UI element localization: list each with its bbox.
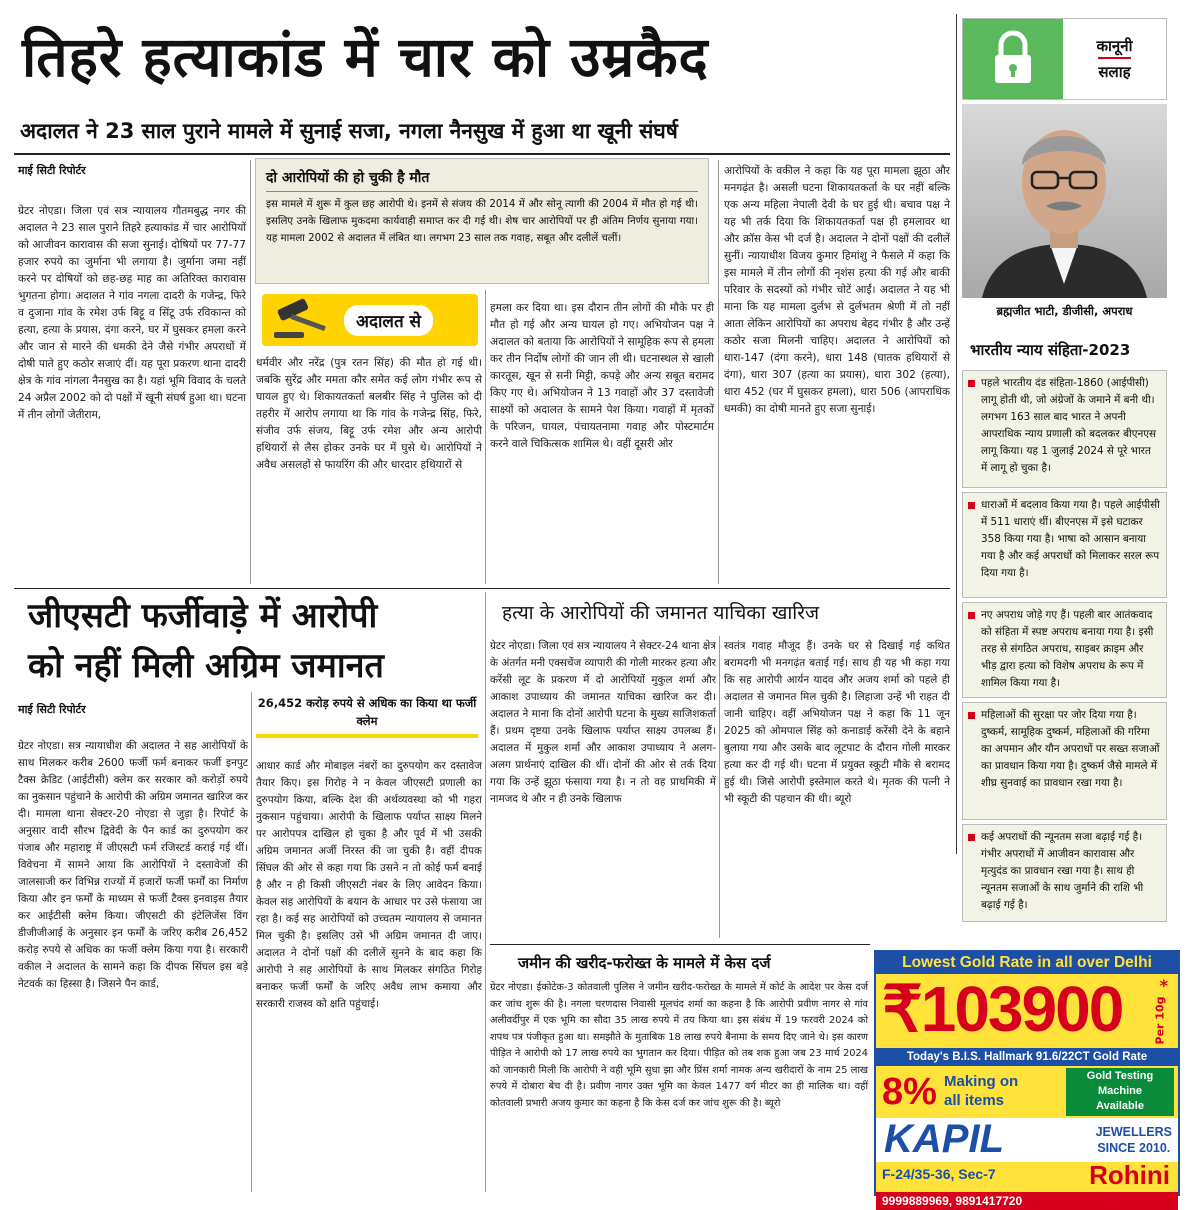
divider (14, 153, 950, 155)
bullet-item: धाराओं में बदलाव किया गया है। पहले आईपीसी में 511 धाराएं थीं। बीएनएस में इसे घटाकर 358 किया गया है। भाषा को आसान बनाया गया है और कई अपराधों को मिलाकर सरल रूप दिया गया है। (962, 492, 1167, 598)
bullet-item: कई अपराधों की न्यूनतम सजा बढ़ाई गई है। गंभीर अपराधों में आजीवन कारावास और मृत्युदंड का प्रावधान रखा गया है। साथ ही न्यूनतम सजाओं के साथ जुर्माने की राशि भी बढ़ाई गई है। (962, 824, 1167, 922)
gst-headline-line2: को नहीं मिली अग्रिम जमानत (28, 646, 384, 686)
ad-brand-sub1: JEWELLERS (1095, 1125, 1172, 1139)
ad-making-percent: 8% (882, 1071, 937, 1113)
column-divider (719, 636, 720, 938)
bail-col2: स्वतंत्र गवाह मौजूद हैं। उनके घर से दिखाई गई कथित बरामदगी भी मनगढ़ंत बताई गई। साथ ही यह भी कहा गया कि सह आरोपी आर्यन यादव और अजय शर्मा को पहले ही अदालत से जमानत मिल चुकी है। लिहाजा उन्हें भी राहत दी जानी चाहिए। वहीं अभियोजन पक्ष ने कहा कि 11 जून 2025 को ओमपाल सिंह को कनाडाई करेंसी देने के बहाने बुलाया गया और उसके बाद लूटपाट के दौरान गोली मारकर हत्या कर दी गई थी। घटना में प्रयुक्त स्कूटी मौके से बरामद हुई थी। जिसे आरोपी इस्तेमाल करते थे। मृतक की पत्नी ने भी स्कूटी की पहचान की थी। ब्यूरो (724, 640, 950, 805)
legal-tag-line2: सलाह (1098, 57, 1130, 83)
gst-kicker: 26,452 करोड़ रुपये से अधिक का किया था फर्जी क्लेम (256, 694, 478, 738)
legal-advice-header (962, 18, 1167, 100)
bullet-item: पहले भारतीय दंड संहिता-1860 (आईपीसी) लागू होती थी, जो अंग्रेजों के जमाने में बनी थी। लगभग 163 साल बाद भारत ने अपनी आपराधिक न्याय प्रणाली को बदलकर बीएनएस लागू किया। यह 1 जुलाई 2024 से पूरे भारत में लागू हो चुका है। (962, 370, 1167, 488)
ad-making-line1: Making on (944, 1073, 1019, 1090)
ad-price: ₹103900 (882, 973, 1123, 1045)
court-tag-label: अदालत से (344, 305, 433, 336)
main-story-col1: ग्रेटर नोएडा। जिला एवं सत्र न्यायालय गौतमबुद्ध नगर की अदालत ने 23 साल पुराने तिहरे हत्याकांड में चार आरोपियों को आजीवन कारावास की सजा सुनाई। दोषियों पर 77-77 हजार रुपये का जुर्माना भी लगाया है। जुर्माना जमा नहीं करने पर दोषियों को छह-छह माह का अतिरिक्त कारावास भुगतना होगा। अदालत ने गांव नगला दादरी के गजेन्द्र, फिरे व दुजाना गांव के रमेश उर्फ बिट्टू व सिंटू उर्फ रविकान्त को हत्या, हत्या के प्रयास, दंगा करने, घर में घुसकर हमला करने और जान से मारने की धमकी देने जैसे गंभीर अपराधों में दोषी पाते हुए कठोर सजाएं दीं। यह पूरा प्रकरण थाना दादरी क्षेत्र के गांव नांगला नैनसुख का है। यहां भूमि विवाद के चलते 24 अप्रैल 2002 को दो पक्षों में खूनी संघर्ष हुआ था। घटना में तीन लोगों जेतीराम, (18, 205, 246, 421)
main-subheadline: अदालत ने 23 साल पुराने मामले में सुनाई सजा, नगला नैनसुख में हुआ था खूनी संघर्ष (20, 119, 678, 143)
bullet-item: नए अपराध जोड़े गए हैं। पहली बार आतंकवाद को संहिता में स्पष्ट अपराध बनाया गया है। इसी तरह से संगठित अपराध, साइबर क्राइम और भीड़ द्वारा हत्या को विशेष अपराध के रूप में शामिल किया गया है। (962, 602, 1167, 698)
gst-headline-line1: जीएसटी फर्जीवाड़े में आरोपी (28, 596, 378, 636)
main-story-col2: धर्मवीर और नरेंद्र (पुत्र रतन सिंह) की मौत हो गई थी। जबकि सुरेंद्र और ममता कौर समेत कई लोग गंभीर रूप से घायल हुए थे। शिकायतकर्ता बलबीर सिंह ने पुलिस को दी तहरीर में आरोप लगाया था कि गांव के गजेन्द्र सिंह, फिरे, संजीव उर्फ संजय, बिट्टू उर्फ रमेश और अन्य आरोपी हथियारों से लैस होकर उनके घर में घुसे थे। आरोपियों ने अवैध असलहों से फायरिंग की और धारदार हथियारों से (256, 357, 482, 471)
ad-brand: KAPIL (884, 1117, 1004, 1161)
land-headline: जमीन की खरीद-फरोख्त के मामले में केस दर्ज (518, 954, 771, 972)
ad-testing-line1: Gold Testing (1086, 1070, 1154, 1082)
ad-testing-line2: Machine (1097, 1085, 1142, 1097)
bullet-item: महिलाओं की सुरक्षा पर जोर दिया गया है। दुष्कर्म, सामूहिक दुष्कर्म, महिलाओं की गरिमा का अपमान और यौन अपराधों पर सख्त सजाओं का प्रावधान किया गया है। दुष्कर्म जैसे मामले में शीघ्र सुनवाई का प्रावधान रखा गया है। (962, 702, 1167, 820)
gst-col2: आधार कार्ड और मोबाइल नंबरों का दुरुपयोग कर दस्तावेज तैयार किए। इस गिरोह ने न केवल जीएसटी प्रणाली का दुरुपयोग किया, बल्कि देश की अर्थव्यवस्था को भी गहरा नुकसान पहुंचाया। आरोपी के खिलाफ पर्याप्त साक्ष्य मिलने पर आरोपपत्र दाखिल हो चुका है और पूर्व में भी उसकी अग्रिम जमानत अर्जी निरस्त की जा चुकी है। वहीं दीपक सिंघल की ओर से कहा गया कि उसने न तो कोई फर्म बनाई है और न ही किसी जीएसटी नंबर के लिए आवेदन किया। केवल सह आरोपियों के बयान के आधार पर उसे फंसाया जा रहा है। कई सह आरोपियों को उच्चतम न्यायालय से जमानत मिल चुकी है। इसलिए उसे भी अग्रिम जमानत दी जाए। अदालत ने दोनों पक्षों की दलीलें सुनने के बाद कहा कि आरोपी ने सह आरोपियों के साथ मिलकर संगठित गिरोह बनाकर फर्जी फर्मों के जरिए अवैध लाभ कमाया और सरकारी राजस्व को क्षति पहुंचाई। (256, 760, 482, 1010)
court-tag (262, 294, 478, 346)
gst-col1: ग्रेटर नोएडा। सत्र न्यायाधीश की अदालत ने सह आरोपियों के साथ मिलकर करीब 2600 फर्जी फर्म बनाकर फर्जी इनपुट टैक्स क्रेडिट (आईटीसी) क्लेम कर सरकार को करोड़ों रुपये का नुकसान पहुंचाने के आरोपी की अग्रिम जमानत खारिज कर दी। मामला थाना सेक्टर-20 नोएडा से जुड़ा है। रिपोर्ट के अनुसार वादी सौरभ द्विवेदी के पैन कार्ड का दुरुपयोग कर पंजाब और महाराष्ट्र में जीएसटी फर्म रजिस्टर्ड कराई गई थीं। विवेचना में सामने आया कि आरोपियों ने दस्तावेजों की जालसाजी कर विभिन्न राज्यों में हजारों फर्जी फर्मों का निर्माण किया और इन फर्मों के माध्यम से फर्जी टैक्स इनवाइस तैयार कर आईटीसी क्लेम किया। जीएसटी की इंटेलिजेंस विंग डीजीजीआई के अनुसार इन फर्मों के जरिए करीब 26,452 करोड़ रुपये से अधिक का फर्जी क्लेम किया गया है। सरकारी वकील ने अदालत के सामने कहा कि दीपक सिंघल इस बड़े नेटवर्क का हिस्सा है। जिसने पैन कार्ड, (18, 740, 248, 990)
info-box-text: इस मामले में शुरू में कुल छह आरोपी थे। इनमें से संजय की 2014 में और सोनू त्यागी की 2004 में मौत हो गई थी। इसलिए उनके खिलाफ मुकदमा कार्यवाही समाप्त कर दी गई थी। शेष चार आरोपियों पर ही अंतिम निर्णय सुनाया गया। यह मामला 2002 से अदालत में लंबित था। लगभग 23 साल तक गवाह, सबूत और दलीलें चलीं। (266, 199, 698, 244)
ad-address: F-24/35-36, Sec-7 (882, 1166, 996, 1182)
info-box (255, 158, 709, 284)
divider (490, 944, 870, 945)
main-story-col4: आरोपियों के वकील ने कहा कि यह पूरा मामला झूठा और मनगढ़ंत है। असली घटना शिकायतकर्ता के घर नहीं बल्कि एक अन्य महिला नेपाली देवी के घर हुई थी। बचाव पक्ष ने यह भी तर्क दिया कि शिकायतकर्ता पक्ष ही हमलावर था और क्रॉस केस भी दर्ज है। अदालत ने दोनों पक्षों की दलीलें सुनीं। न्यायाधीश विजय कुमार हिमांशु ने फैसले में कहा कि इस मामले में तीन लोगों की नृशंस हत्या की गई और बाकी परिवार के सदस्यों को गंभीर चोटें आईं। अदालत ने यह भी माना कि यह मामला दुर्लभ से दुर्लभतम श्रेणी में तो नहीं आता लेकिन आरोपियों का अपराध बेहद गंभीर है और उन्हें कठोर सजा मिलनी चाहिए। अदालत ने आरोपियों को धारा-147 (दंगा करने), धारा 148 (घातक हथियारों से दंगा), धारा 307 (हत्या का प्रयास), धारा 302 (हत्या), धारा 452 (घर में घुसकर हमला), धारा 506 (आपराधिक धमकी) का दोषी मानते हुए सजा सुनाई। (724, 165, 950, 415)
byline: माई सिटी रिपोर्टर (18, 164, 86, 177)
column-divider (718, 160, 719, 584)
ad-making-line2: all items (944, 1092, 1005, 1109)
person-caption: ब्रह्मजीत भाटी, डीजीसी, अपराध (996, 304, 1133, 318)
main-headline: तिहरे हत्याकांड में चार को उम्रकैद (22, 25, 709, 89)
section-title: भारतीय न्याय संहिता-2023 (970, 341, 1131, 359)
land-text: ग्रेटर नोएडा। ईकोटेक-3 कोतवाली पुलिस ने जमीन खरीद-फरोख्त के मामले में कोर्ट के आदेश पर केस दर्ज कर जांच शुरू की है। नगला चरणदास निवासी मूलचंद शर्मा का कहना है कि आरोपी प्रवीण नागर से गांव अलीवर्दीपुर में एक भूमि का सौदा 35 लाख रुपये में तय किया था। इस संबंध में 19 फरवरी 2024 को शपथ पत्र पंजीकृत हुआ था। समझौते के मुताबिक 18 लाख रुपये बैनामा के समय दिए जाने थे। इस कारण पीड़ित ने आरोपी को 17 लाख रुपये का भुगतान कर दिया। पीड़ित को तब शक हुआ जब 23 मार्च 2024 को जानकारी मिली कि आरोपी ने वही भूमि सुधा झा और प्रिंस शर्मा नामक अन्य खरीदारों के नाम 25 लाख रुपये में दोबारा बेच दी है। प्रवीण नागर उक्त भूमि का केवल 1477 वर्ग मीटर का ही मालिक था। वहीं कोतवाली प्रभारी अजय कुमार का कहना है कि केस दर्ज कर जांच शुरू की है। ब्यूरो (490, 982, 868, 1109)
bail-col1: ग्रेटर नोएडा। जिला एवं सत्र न्यायालय ने सेक्टर-24 थाना क्षेत्र के अंतर्गत मनी एक्सचेंज व्यापारी की गोली मारकर हत्या और करेंसी लूट के प्रकरण में दो आरोपियों मुकुल शर्मा और आकाश उपाध्याय की जमानत याचिका खारिज कर दी। अदालत ने माना कि दोनों आरोपी घटना के मुख्य साजिशकर्ता हैं। प्रथम दृष्टया उनके खिलाफ पर्याप्त साक्ष्य उपलब्ध हैं। अदालत में मुकुल शर्मा और आकाश उपाध्याय ने अलग-अलग प्रार्थनाएं दाखिल की थीं। दोनों की ओर से तर्क दिया गया कि उन्हें झूठा फंसाया गया है। न तो वह प्राथमिकी में नामजद थे और न ही उनके खिलाफ (490, 640, 716, 805)
person-photo (962, 104, 1167, 298)
gavel-icon (272, 300, 334, 340)
ad-brand-sub2: SINCE 2010. (1097, 1141, 1171, 1155)
legal-tag-line1: कानूनी (1096, 37, 1133, 55)
bail-headline: हत्या के आरोपियों की जमानत याचिका खारिज (502, 602, 820, 624)
main-story-col3: हमला कर दिया था। इस दौरान तीन लोगों की मौके पर ही मौत हो गई और अन्य घायल हो गए। अभियोजन पक्ष ने अदालत को बताया कि आरोपियों ने सामूहिक रूप से हमला कर तीन निर्दोष लोगों की जान ली थी। घटनास्थल से खाली कारतूस, खून से सनी मिट्टी, कपड़े और अन्य सबूत बरामद किए गए थे। अभियोजन ने 13 गवाहों और 37 दस्तावेजी साक्ष्यों को अदालत के सामने पेश किया। गवाहों में मृतकों के परिजन, घायल, पंचायतनामा गवाह और पोस्टमार्टम करने वाले चिकित्सक शामिल थे। वहीं दूसरी ओर (490, 302, 714, 450)
info-box-title: दो आरोपियों की हो चुकी है मौत (266, 165, 698, 192)
ad-hallmark: Today's B.I.S. Hallmark 91.6/22CT Gold Rate (876, 1048, 1178, 1066)
column-divider (485, 290, 486, 584)
divider (14, 588, 950, 589)
lock-icon (963, 19, 1063, 99)
ad-testing-line3: Available (1096, 1100, 1144, 1112)
byline: माई सिटी रिपोर्टर (18, 703, 86, 716)
ad-unit: Per 10g (1153, 996, 1167, 1045)
jeweller-ad (874, 950, 1180, 1208)
ad-city: Rohini (1089, 1160, 1170, 1190)
sidebar-divider (956, 14, 957, 854)
ad-phones: 9999889969, 9891417720 (876, 1192, 1178, 1210)
ad-star: * (1159, 976, 1168, 995)
column-divider (251, 692, 252, 1192)
ad-top-line: Lowest Gold Rate in all over Delhi (876, 952, 1178, 974)
column-divider (250, 160, 251, 584)
column-divider (485, 592, 486, 1192)
